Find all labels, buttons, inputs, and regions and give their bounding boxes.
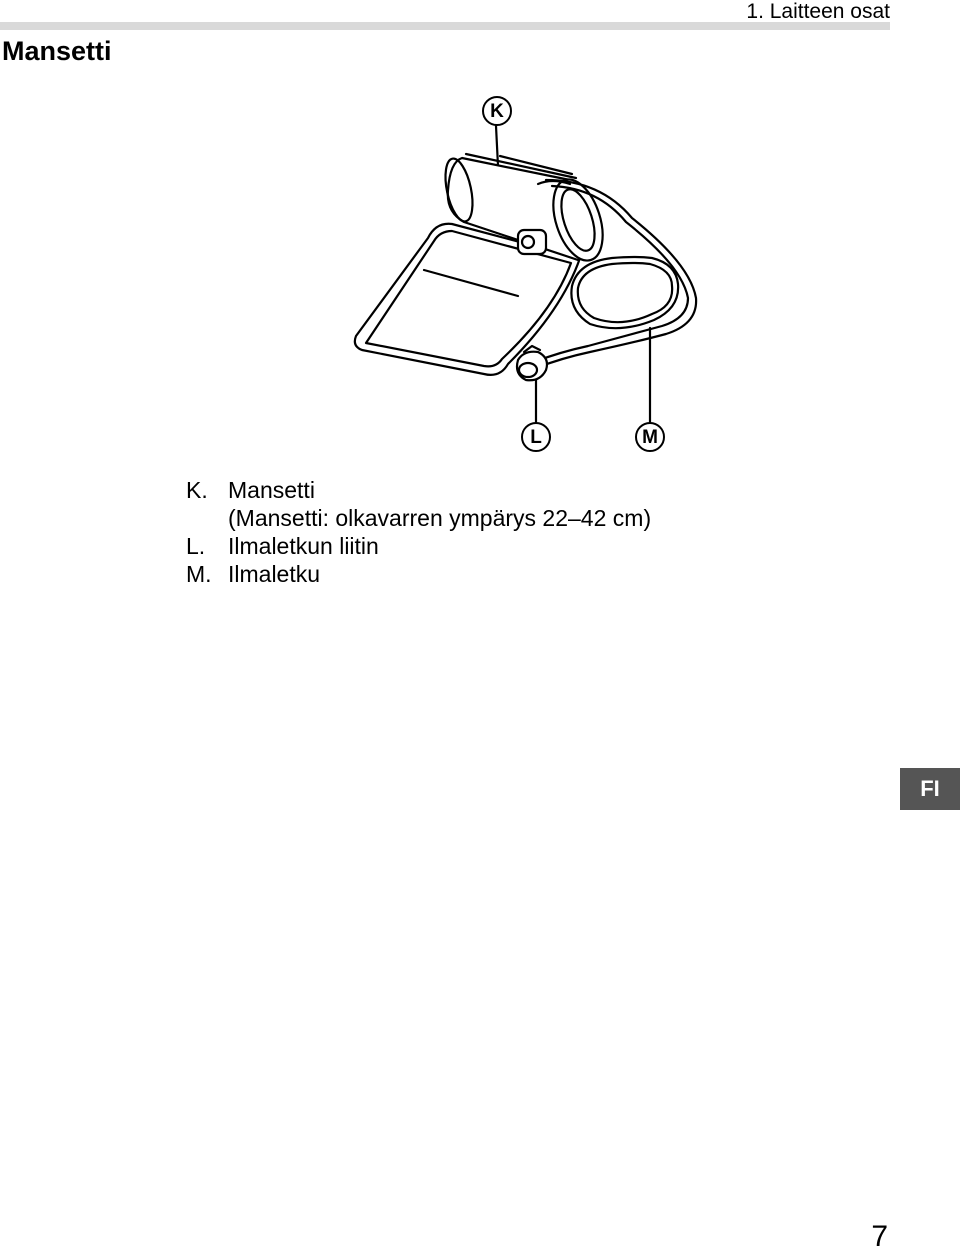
language-tab: FI — [900, 768, 960, 810]
legend — [186, 476, 651, 588]
legend-item — [186, 476, 651, 504]
callout-k: K — [482, 96, 512, 126]
cuff-drawing — [340, 88, 720, 460]
page-number: 7 — [871, 1220, 888, 1253]
legend-key: L. — [186, 533, 206, 559]
air-tube-loop-inner — [578, 263, 672, 322]
legend-text: (Mansetti: olkavarren ympärys 22–42 cm) — [228, 505, 652, 531]
legend-key: M. — [186, 561, 212, 587]
legend-key: K. — [186, 477, 208, 503]
legend-text: Ilmaletkun liitin — [228, 533, 379, 559]
legend-item — [186, 532, 651, 560]
legend-item — [186, 560, 651, 588]
section-title: Mansetti — [2, 36, 112, 66]
callout-m: M — [635, 422, 665, 452]
legend-item — [186, 504, 651, 532]
legend-text: Ilmaletku — [228, 561, 321, 587]
cuff-illustration — [340, 88, 720, 460]
callout-l: L — [521, 422, 551, 452]
chapter-label: 1. Laitteen osat — [746, 0, 890, 23]
cuff-panel-seam — [424, 270, 518, 296]
air-tube-loop — [571, 257, 678, 328]
legend-text: Mansetti — [228, 477, 315, 503]
